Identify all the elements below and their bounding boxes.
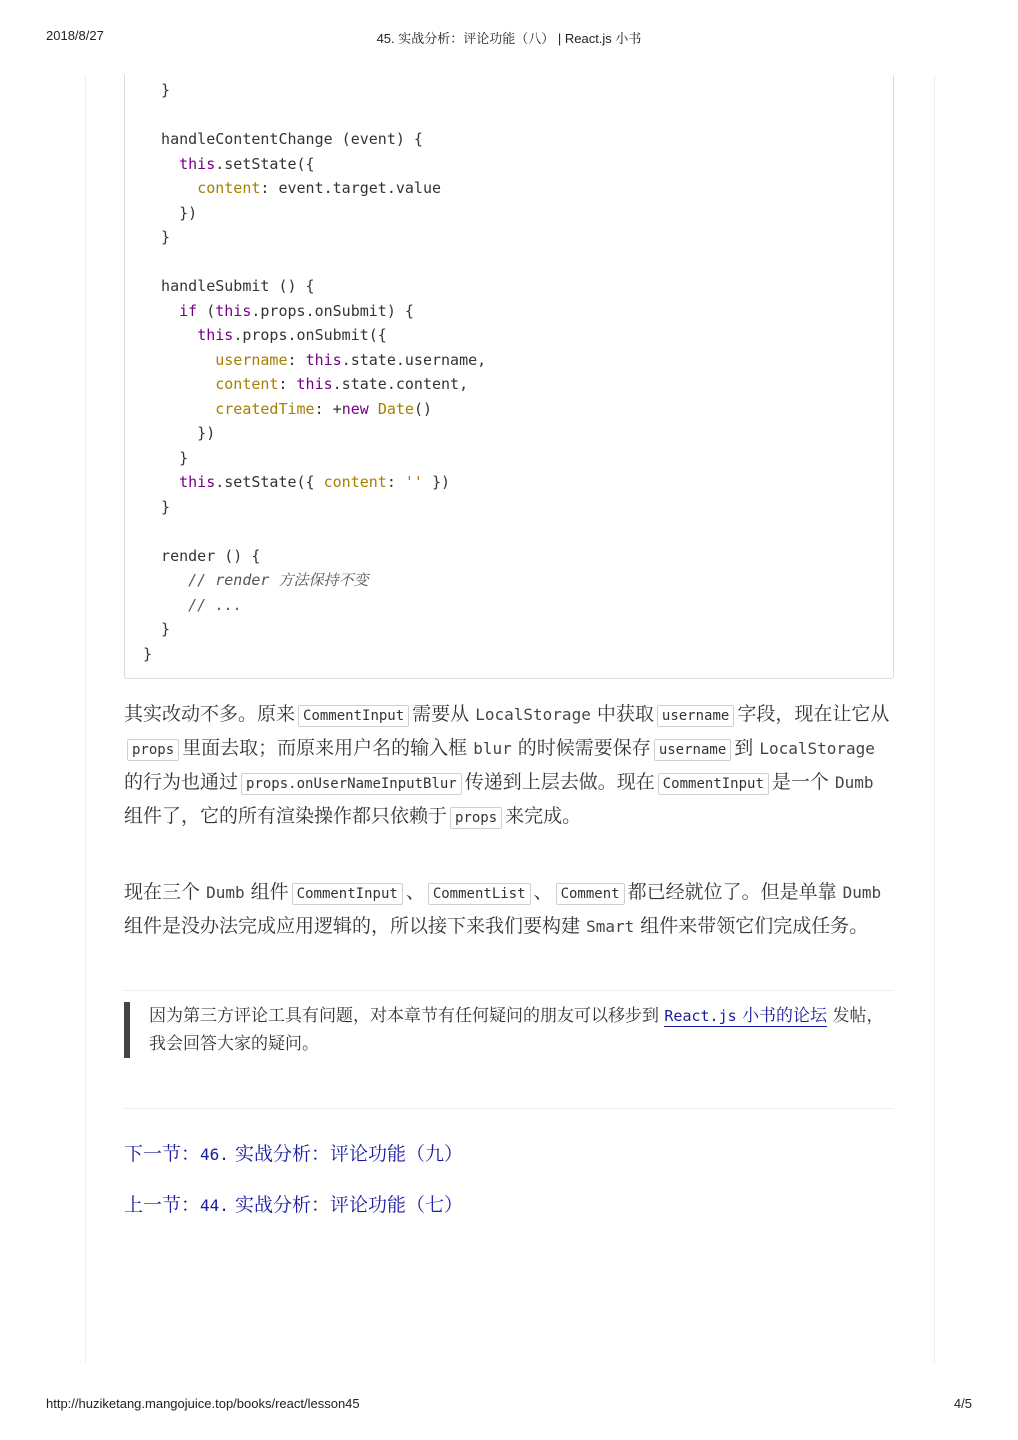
next-title: 实战分析：评论功能（九） bbox=[234, 1143, 463, 1165]
text-span: 的行为也通过 bbox=[124, 771, 239, 793]
prev-title: 实战分析：评论功能（七） bbox=[234, 1194, 463, 1216]
code-token-plain: } bbox=[143, 81, 171, 99]
code-line bbox=[143, 642, 486, 667]
code-token-cmt: // ... bbox=[188, 595, 243, 614]
code-line bbox=[143, 446, 486, 471]
divider bbox=[124, 990, 894, 991]
print-footer bbox=[0, 1396, 1018, 1416]
inline-code: username bbox=[657, 705, 734, 727]
text-span: 来完成。 bbox=[505, 805, 582, 827]
code-token-kw: this bbox=[296, 375, 333, 393]
code-line bbox=[143, 372, 486, 397]
inline-code: username bbox=[654, 739, 731, 761]
code-token-plain: handleContentChange (event) { bbox=[143, 130, 423, 148]
mono-term: LocalStorage bbox=[759, 739, 875, 758]
code-line bbox=[143, 421, 486, 446]
inline-code: Comment bbox=[556, 883, 625, 905]
text-span: 是一个 bbox=[771, 771, 829, 793]
inline-code: CommentList bbox=[428, 883, 531, 905]
code-token-plain: : bbox=[386, 473, 405, 491]
inline-code: props bbox=[450, 807, 502, 829]
code-token-kw: this bbox=[197, 326, 234, 344]
code-token-plain: .setState({ bbox=[215, 154, 315, 173]
code-token-kw: new bbox=[341, 399, 369, 418]
code-line bbox=[143, 617, 486, 642]
page-number: 4/5 bbox=[953, 1396, 972, 1411]
text-span: 里面去取；而原来用户名的输入框 bbox=[182, 737, 468, 759]
text-span: 中获取 bbox=[596, 703, 654, 725]
code-token-kw: this bbox=[179, 473, 216, 491]
prev-lesson-link[interactable] bbox=[124, 1191, 463, 1220]
next-number: 46. bbox=[200, 1145, 229, 1164]
code-line bbox=[143, 495, 486, 520]
forum-notice-quote bbox=[124, 1002, 894, 1058]
text-span: 需要从 bbox=[412, 703, 470, 725]
forum-link-text: 小书的论坛 bbox=[742, 1006, 828, 1026]
text-span: 组件来带领它们完成任务。 bbox=[640, 915, 869, 937]
mono-term: Dumb bbox=[834, 773, 874, 792]
prev-prefix: 上一节： bbox=[124, 1194, 201, 1216]
code-token-plain bbox=[143, 596, 188, 614]
text-span: 的时候需要保存 bbox=[517, 737, 651, 759]
print-date: 2018/8/27 bbox=[46, 28, 104, 43]
inline-code: CommentInput bbox=[298, 705, 409, 727]
code-token-str: '' bbox=[404, 473, 423, 491]
code-token-plain: } bbox=[143, 644, 153, 663]
code-token-plain: } bbox=[143, 448, 189, 467]
forum-link[interactable] bbox=[664, 1006, 827, 1027]
print-title: 45. 实战分析：评论功能（八） | React.js 小书 bbox=[376, 31, 642, 46]
code-token-plain bbox=[369, 400, 378, 418]
text-span: 传递到上层去做。现在 bbox=[464, 771, 655, 793]
text-span: 其实改动不多。原来 bbox=[124, 703, 296, 725]
code-token-plain: .props.onSubmit) { bbox=[251, 301, 414, 320]
code-token-plain bbox=[143, 351, 215, 369]
code-token-plain bbox=[143, 302, 179, 320]
forum-link-mono: React.js bbox=[664, 1007, 737, 1025]
code-token-kw: this bbox=[305, 350, 342, 369]
code-token-prop: content bbox=[323, 473, 387, 491]
code-line bbox=[143, 201, 486, 226]
code-line bbox=[143, 544, 486, 569]
inline-code: props.onUserNameInputBlur bbox=[241, 773, 462, 795]
print-url: http://huziketang.mangojuice.top/books/react/lesson45 bbox=[46, 1396, 360, 1411]
code-token-plain bbox=[143, 179, 197, 197]
divider bbox=[124, 1108, 894, 1109]
code-line bbox=[143, 470, 486, 495]
code-line bbox=[143, 103, 486, 128]
mono-term: Dumb bbox=[842, 883, 882, 902]
next-prefix: 下一节： bbox=[124, 1143, 201, 1165]
code-token-prop: Date bbox=[377, 399, 414, 418]
code-line bbox=[143, 78, 486, 103]
prev-number: 44. bbox=[200, 1196, 229, 1215]
code-token-prop: username bbox=[215, 350, 288, 369]
code-token-prop: content bbox=[197, 179, 261, 197]
text-span: 组件了，它的所有渲染操作都只依赖于 bbox=[124, 805, 448, 827]
inline-code: CommentInput bbox=[292, 883, 403, 905]
code-token-plain: }) bbox=[143, 424, 216, 442]
code-token-plain: .state.content, bbox=[332, 375, 469, 393]
code-line bbox=[143, 274, 486, 299]
code-token-plain: : bbox=[287, 350, 306, 369]
code-token-plain bbox=[143, 326, 197, 344]
code-token-plain: .setState({ bbox=[215, 473, 324, 491]
quote-text: 发帖，我会回答大家的疑问。 bbox=[149, 1006, 884, 1054]
code-line bbox=[143, 225, 486, 250]
mono-term: blur bbox=[473, 739, 512, 758]
code-token-plain: : + bbox=[314, 399, 342, 418]
mono-term: Smart bbox=[586, 917, 635, 936]
code-token-plain: : bbox=[278, 375, 297, 393]
code-line bbox=[143, 323, 486, 348]
code-token-plain bbox=[143, 155, 179, 173]
text-span: 现在三个 bbox=[124, 881, 201, 903]
separator: 、 bbox=[533, 881, 553, 903]
code-token-plain: handleSubmit () { bbox=[143, 277, 315, 295]
code-token-prop: content bbox=[215, 375, 279, 393]
code-block bbox=[124, 75, 894, 679]
mono-term: Dumb bbox=[206, 883, 245, 902]
code-token-cmt: // render 方法保持不变 bbox=[188, 571, 369, 589]
code-token-plain: () bbox=[413, 399, 432, 418]
code-line bbox=[143, 127, 486, 152]
code-token-plain: }) bbox=[422, 473, 451, 491]
code-token-plain: } bbox=[143, 497, 171, 516]
code-token-plain: } bbox=[143, 620, 171, 638]
code-line bbox=[143, 250, 486, 275]
code-token-plain: }) bbox=[143, 203, 198, 222]
code-token-plain bbox=[143, 400, 215, 418]
next-lesson-link[interactable] bbox=[124, 1140, 463, 1169]
code-token-plain: } bbox=[143, 228, 171, 246]
code-line bbox=[143, 299, 486, 324]
print-header bbox=[0, 28, 1018, 48]
code-token-prop: createdTime bbox=[215, 399, 315, 418]
quote-text: 因为第三方评论工具有问题，对本章节有任何疑问的朋友可以移步到 bbox=[149, 1006, 659, 1026]
text-span: 到 bbox=[734, 737, 754, 759]
code-token-kw: this bbox=[215, 301, 252, 320]
code-token-plain: render () { bbox=[143, 546, 261, 565]
code-line bbox=[143, 152, 486, 177]
code-token-plain: .props.onSubmit({ bbox=[233, 326, 387, 344]
code-token-kw: if bbox=[179, 301, 198, 320]
code-line bbox=[143, 568, 486, 593]
code-token-plain: : event.target.value bbox=[260, 179, 442, 197]
code-line bbox=[143, 519, 486, 544]
code-token-plain bbox=[143, 375, 215, 393]
paragraph-summary bbox=[124, 876, 896, 943]
text-span: 字段，现在让它从 bbox=[737, 703, 890, 725]
inline-code: CommentInput bbox=[658, 773, 769, 795]
text-span: 都已经就位了。但是单靠 bbox=[627, 881, 837, 903]
separator: 、 bbox=[405, 881, 425, 903]
text-span: 组件是没办法完成应用逻辑的，所以接下来我们要构建 bbox=[124, 915, 581, 937]
mono-term: LocalStorage bbox=[475, 705, 591, 724]
text-span: 组件 bbox=[250, 881, 289, 903]
code-line bbox=[143, 397, 486, 422]
code-line bbox=[143, 593, 486, 618]
inline-code: props bbox=[127, 739, 179, 761]
code-token-plain: ( bbox=[197, 301, 216, 320]
code-token-kw: this bbox=[179, 154, 216, 173]
code-line bbox=[143, 176, 486, 201]
code-line bbox=[143, 348, 486, 373]
code-token-plain: .state.username, bbox=[341, 350, 487, 369]
paragraph-explanation bbox=[124, 698, 896, 834]
code-token-plain bbox=[143, 473, 179, 491]
code-token-plain bbox=[143, 571, 188, 589]
code-lines bbox=[143, 78, 486, 666]
